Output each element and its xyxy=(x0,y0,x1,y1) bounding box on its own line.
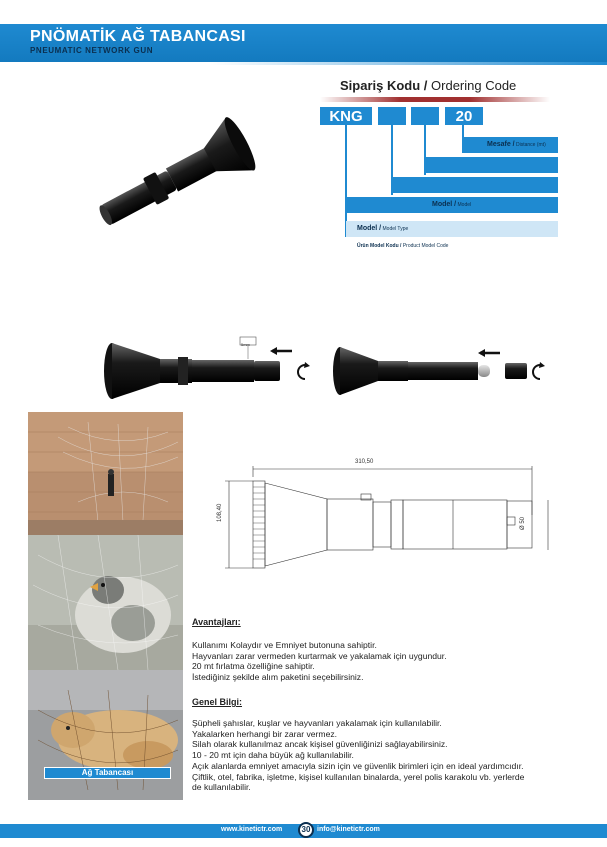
code-box-prefix xyxy=(320,107,372,125)
general-line: Silah olarak kullanılmaz ancak kişisel güvenliğinizi sağlayabilirsiniz. xyxy=(192,739,448,750)
general-line: 10 - 20 mt için daha büyük ağ kullanılabilir. xyxy=(192,750,354,761)
model-type-label-en: Model Type xyxy=(381,226,409,232)
building-net-photo xyxy=(28,412,183,535)
ordering-code-underline xyxy=(320,97,550,102)
code-box-distance xyxy=(445,107,483,125)
gun-disassembly-photo xyxy=(330,335,555,400)
general-line: Açık alanlarda emniyet amacıyla sizin için ve güvenlik birimleri için en ideal yardımcıdır. xyxy=(192,760,524,771)
product-code-label xyxy=(357,243,448,249)
model-type-label xyxy=(357,225,408,232)
advantages-list xyxy=(192,640,592,683)
model-label xyxy=(432,201,471,208)
general-line: Çiftlik, otel, fabrika, işletme, kişisel kullanılan binalarda, yerel polis karakolu vb. yerlerde xyxy=(192,771,525,782)
page-title: PNÖMATİK AĞ TABANCASI xyxy=(30,28,246,45)
dim-5mm: 5mm xyxy=(241,342,250,347)
page-number: 30 xyxy=(298,822,314,838)
code-prefix: KNG xyxy=(329,107,363,125)
general-line: Yakalarken herhangi bir zarar vermez. xyxy=(192,728,338,739)
advantage-line: 20 mt fırlatma özelliğine sahiptir. xyxy=(192,661,315,672)
code-box-model xyxy=(378,107,406,125)
ordering-code-title xyxy=(340,78,516,93)
product-code-label-tr: Ürün Model Kodu / xyxy=(357,243,402,249)
model-label-en: Model xyxy=(456,202,472,208)
advantages-heading: Avantajları: xyxy=(192,617,241,627)
page-subtitle: PNEUMATIC NETWORK GUN xyxy=(30,46,154,55)
ordering-code-title-tr: Sipariş Kodu / xyxy=(340,78,428,93)
ordering-code-title-en: Ordering Code xyxy=(427,78,517,93)
general-info-list xyxy=(192,718,602,793)
distance-label xyxy=(487,141,546,148)
distance-label-en: Distance (mt) xyxy=(514,142,546,148)
bird-net-photo xyxy=(28,535,183,670)
general-info-heading: Genel Bilgi: xyxy=(192,697,243,707)
advantage-line: Hayvanları zarar vermeden kurtarmak ve yakalamak için uygundur. xyxy=(192,650,447,661)
type-bar xyxy=(424,157,558,173)
advantage-line: Kullanımı Kolaydır ve Emniyet butonuna sahiptir. xyxy=(192,640,377,650)
header-stripe xyxy=(210,62,607,65)
gun-photo xyxy=(85,115,260,235)
code-suffix: 20 xyxy=(455,107,473,125)
advantage-line: İstediğiniz şekilde alım paketini seçebilirsiniz. xyxy=(192,672,364,683)
footer-website-link[interactable]: www.kinetictr.com xyxy=(221,826,283,833)
general-line: Şüpheli şahıslar, kuşlar ve hayvanları yakalamak için kullanılabilir. xyxy=(192,718,442,728)
technical-drawing xyxy=(215,455,560,580)
model-type-label-tr: Model / xyxy=(357,225,382,232)
photo-caption: Ağ Tabancası xyxy=(44,767,171,779)
dim-length: 310,50 xyxy=(355,459,374,465)
dim-height: 108,40 xyxy=(217,503,223,522)
general-line: de kullanılabilir. xyxy=(192,782,251,793)
product-code-label-en: Product Model Code xyxy=(401,243,449,249)
gun-assembly-photo xyxy=(100,335,320,400)
dog-net-photo xyxy=(28,670,183,800)
footer-email-link[interactable]: info@kinetictr.com xyxy=(317,826,380,833)
code-box-type xyxy=(411,107,439,125)
model-code-bar xyxy=(391,177,558,193)
distance-label-tr: Mesafe / xyxy=(487,141,515,148)
model-label-tr: Model / xyxy=(432,201,457,208)
dim-diameter: Ø 50 xyxy=(520,516,526,530)
